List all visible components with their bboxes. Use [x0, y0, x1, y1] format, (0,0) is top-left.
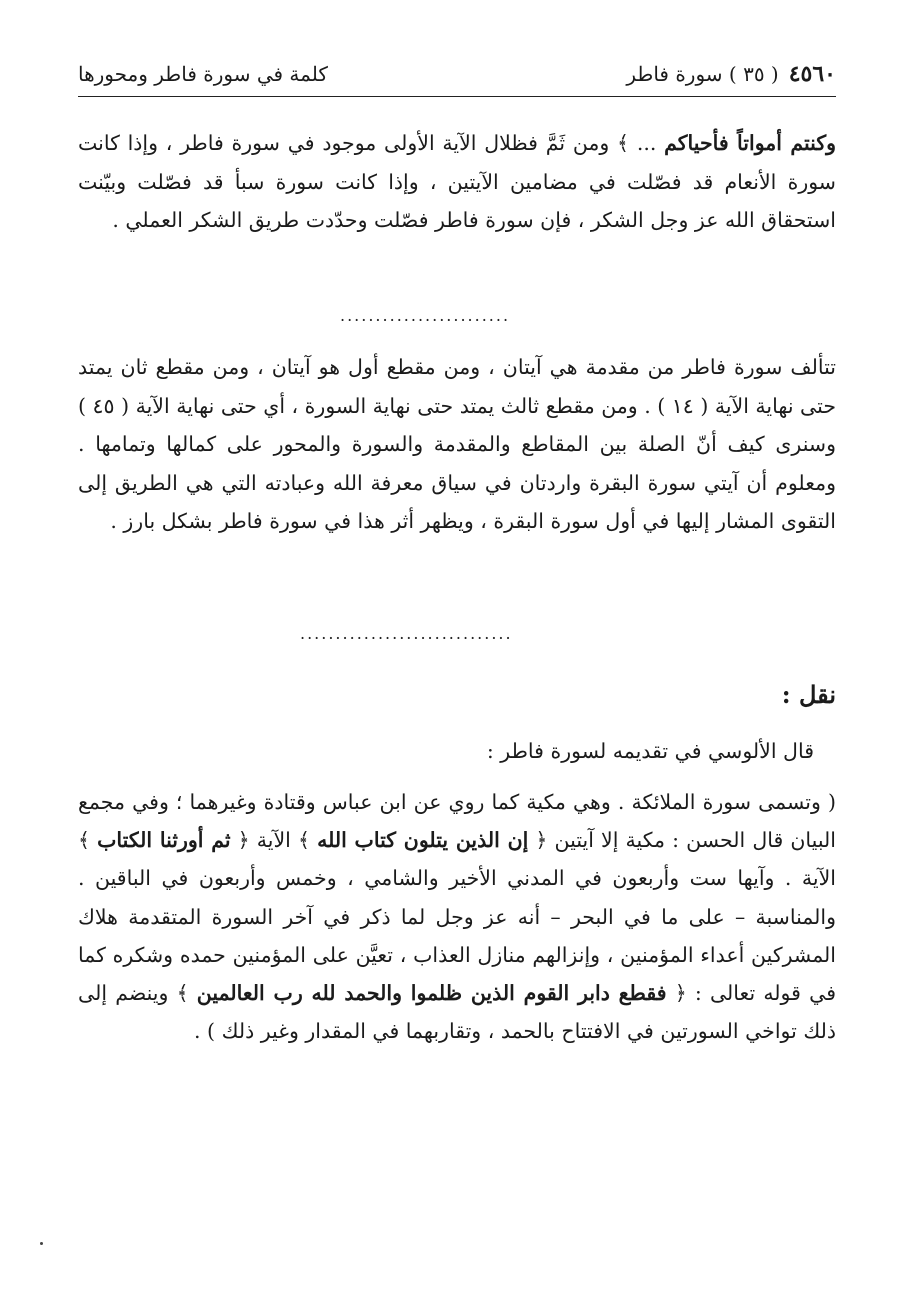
section-separator: .............................. — [300, 624, 513, 643]
header-rule — [78, 96, 836, 97]
chapter-title: كلمة في سورة فاطر ومحورها — [78, 62, 328, 86]
paragraph-1 — [78, 124, 836, 240]
quran-quote: وكنتم أمواتاً فأحياكم — [664, 131, 837, 155]
header-right — [626, 61, 836, 87]
paragraph-2: تتألف سورة فاطر من مقدمة هي آيتان ، ومن مقطع أول هو آيتان ، ومن مقطع ثان يمتد حتى نهاية الآية ( ١٤ ) . ومن مقطع ثالث يمتد حتى نهاية السورة ، أي حتى نهاية الآية ( ٤٥ ) وسنرى كيف أنّ الصلة بين المقاطع والمقدمة والسورة والمحور على كمالها وتمامها . ومعلوم أن آيتي سورة البقرة واردتان في سياق معرفة الله وعبادته التي هي الطريق إلى التقوى المشار إليها في أول سورة البقرة ، ويظهر أثر هذا في سورة فاطر بشكل بارز . — [78, 355, 836, 533]
paragraph-1-text: ... ﴾ ومن ثَمَّ فظلال الآية الأولى موجود في سورة فاطر ، وإذا كانت سورة الأنعام قد فصّلت في مضامين الآيتين ، وإذا كانت سورة سبأ قد فصّلت وبيّنت استحقاق الله عز وجل الشكر ، فإن سورة فاطر فصّلت وحدّدت طريق الشكر العملي . — [78, 131, 836, 232]
quotation-intro: قال الألوسي في تقديمه لسورة فاطر : — [486, 739, 814, 763]
quotation-text: ﴾ وينضم إلى ذلك تواخي السورتين في الافتتاح بالحمد ، وتقاربهما في المقدار وغير ذلك ) . — [78, 981, 836, 1044]
quotation-text: ﴾ الآية . وآيها ست وأربعون في المدني الأخير والشامي ، وخمس وأربعون في الباقين . والمناسبة – على ما في البحر – أنه عز وجل لما ذكر في آخر السورة المتقدمة هلاك المشركين أعداء المؤمنين ، وإنزالهم منازل العذاب ، تعيَّن على المؤمنين حمده وشكره كما في قوله تعالى : ﴿ — [78, 828, 836, 1006]
surah-reference: ( ٣٥ ) سورة فاطر — [626, 62, 779, 86]
quotation-paragraph — [78, 783, 836, 1050]
quran-quote: فقطع دابر القوم الذين ظلموا والحمد لله رب العالمين — [196, 981, 667, 1006]
scan-speck — [40, 1242, 43, 1245]
quotation-text: ﴾ الآية ﴿ — [230, 828, 318, 853]
section-separator: ........................ — [340, 306, 511, 325]
running-header — [78, 56, 836, 92]
quran-quote: ثم أورثنا الكتاب — [97, 828, 231, 853]
section-heading: نقل : — [781, 680, 836, 709]
page-number: ٤٥٦٠ — [788, 61, 836, 87]
quotation-text: ( وتسمى سورة الملائكة . وهي مكية كما روي عن ابن عباس وقتادة وغيرهما ؛ وفي مجمع البيان قال الحسن : مكية إلا آيتين ﴿ — [78, 790, 836, 853]
quran-quote: إن الذين يتلون كتاب الله — [317, 828, 529, 853]
